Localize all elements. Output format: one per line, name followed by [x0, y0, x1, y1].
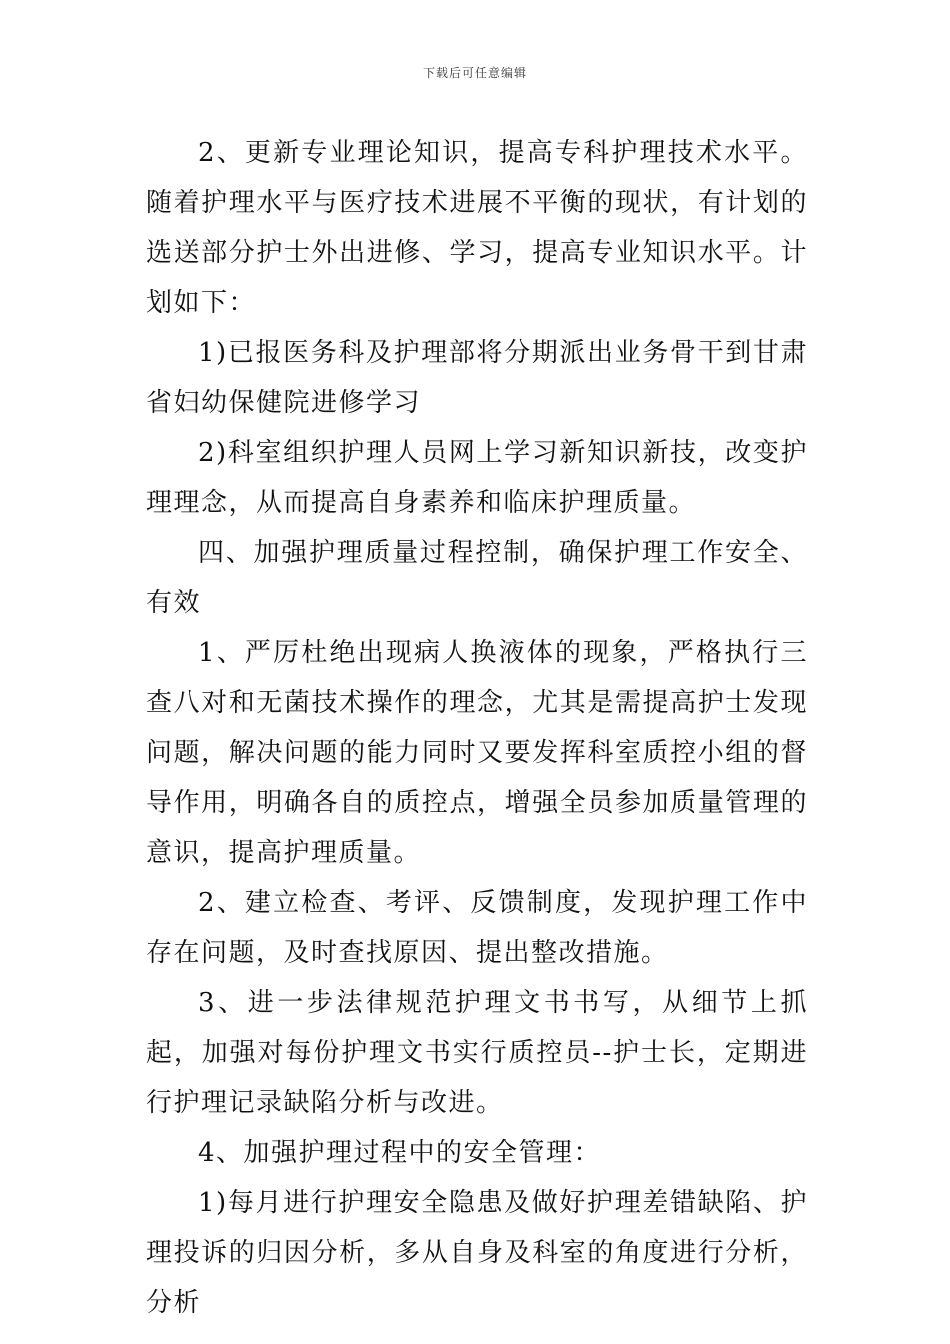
paragraph: 2)科室组织护理人员网上学习新知识新技，改变护理理念，从而提高自身素养和临床护理质量。 [146, 438, 808, 518]
paragraph: 1、严厉杜绝出现病人换液体的现象，严格执行三查八对和无菌技术操作的理念，尤其是需提高护士发现问题，解决问题的能力同时又要发挥科室质控小组的督导作用，明确各自的质控点，增强全员参加质量管理的意识，提高护理质量。 [146, 638, 808, 868]
page-header: 下载后可任意编辑 [422, 66, 527, 80]
paragraph: 2、更新专业理论知识，提高专科护理技术水平。随着护理水平与医疗技术进展不平衡的现状，有计划的选送部分护士外出进修、学习，提高专业知识水平。计划如下： [146, 138, 808, 318]
section-heading: 四、加强护理质量过程控制，确保护理工作安全、有效 [146, 538, 808, 618]
paragraph: 4、加强护理过程中的安全管理： [198, 1138, 602, 1168]
paragraph: 3、进一步法律规范护理文书书写，从细节上抓起，加强对每份护理文书实行质控员--护士长，定期进行护理记录缺陷分析与改进。 [146, 988, 808, 1118]
paragraph: 1)每月进行护理安全隐患及做好护理差错缺陷、护理投诉的归因分析，多从自身及科室的角度进行分析，分析 [146, 1188, 808, 1318]
paragraph: 1)已报医务科及护理部将分期派出业务骨干到甘肃省妇幼保健院进修学习 [146, 338, 808, 418]
paragraph: 2、建立检查、考评、反馈制度，发现护理工作中存在问题，及时查找原因、提出整改措施。 [146, 888, 808, 968]
document-body [146, 128, 808, 1328]
